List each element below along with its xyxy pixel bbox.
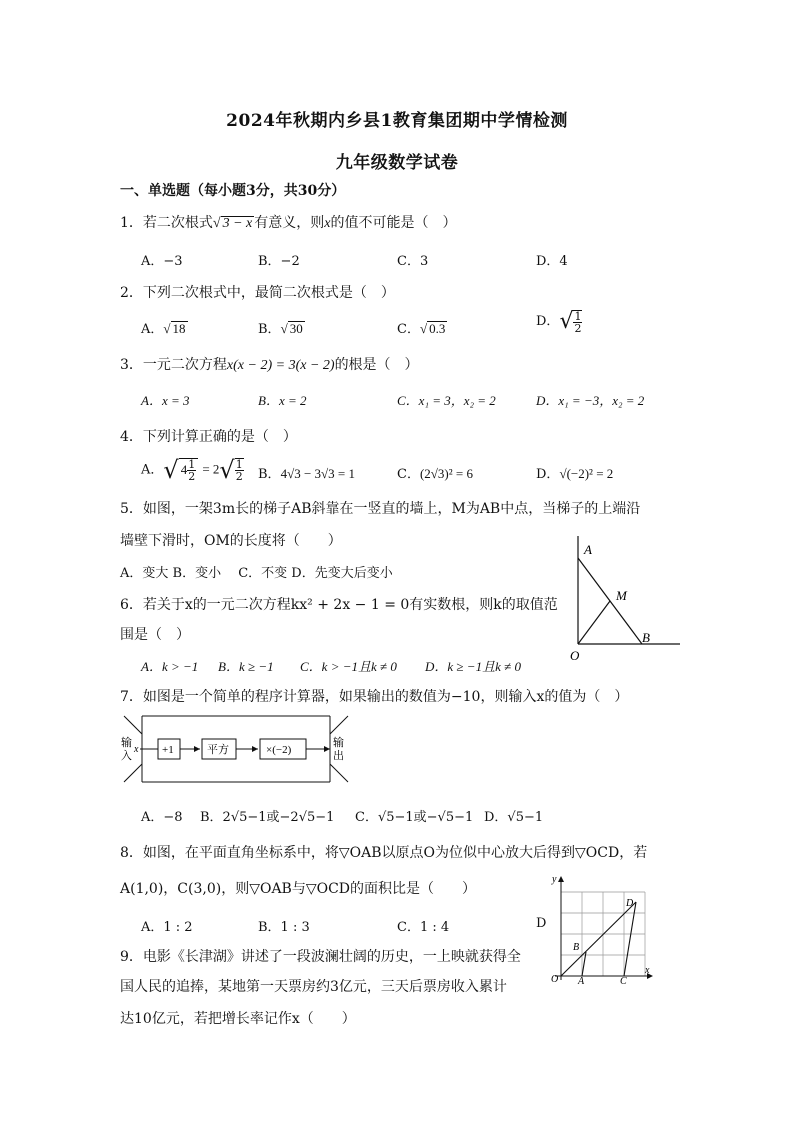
q6-option-d[interactable]: D．k ≥ −1且k ≠ 0 (425, 659, 521, 674)
point-d-label: D (626, 898, 634, 909)
question-5-line-2: 墙壁下滑时，OM的长度将（ ） (120, 533, 342, 549)
q1-option-c[interactable]: C．3 (397, 254, 429, 269)
q2-option-b[interactable]: B．√ 30 (258, 321, 303, 337)
point-b-label: B (573, 942, 580, 953)
q6-option-a[interactable]: A．k > −1 (141, 659, 199, 674)
q1-option-d[interactable]: D．4 (536, 254, 568, 269)
input-x: x (134, 744, 139, 755)
question-9-line-2: 国人民的追捧，某地第一天票房约3亿元，三天后票房收入累计 (120, 979, 507, 995)
question-9-line-3: 达10亿元，若把增长率记作x（ ） (120, 1011, 356, 1027)
q8-option-b[interactable]: B．1 : 3 (258, 920, 310, 935)
question-8-line-1: 8．如图，在平面直角坐标系中，将▽OAB以原点O为位似中心放大后得到▽OCD，若 (120, 845, 648, 861)
q3-option-b[interactable]: B．x = 2 (258, 393, 307, 408)
q8-option-c[interactable]: C．1 : 4 (397, 920, 450, 935)
label-o: O (570, 648, 580, 663)
q3-option-c[interactable]: C．x₁ = 3，x₂ = 2 (397, 393, 496, 408)
question-5-line-1: 5．如图，一架3m长的梯子AB斜靠在一竖直的墙上，M为AB中点，当梯子的上端沿 (120, 501, 641, 517)
q8-option-a[interactable]: A．1 : 2 (141, 920, 193, 935)
origin-label: O (551, 974, 559, 984)
question-6-line-1: 6．若关于x的一元二次方程kx² + 2x − 1 = 0有实数根，则k的取值范 (120, 597, 558, 613)
question-3: 3．一元二次方程x(x − 2) = 3(x − 2)的根是（ ） (120, 357, 419, 373)
question-8-line-2: A(1,0)，C(3,0)，则▽OAB与▽OCD的面积比是（ ） (120, 881, 477, 897)
label-a: A (584, 542, 592, 557)
q4-option-b[interactable]: B．4√3 − 3√3 = 1 (258, 466, 355, 482)
section-heading: 一、单选题（每小题3分，共30分） (120, 183, 346, 199)
q4-option-c[interactable]: C．(2√3)² = 6 (397, 466, 473, 482)
question-4: 4．下列计算正确的是（ ） (120, 429, 297, 445)
q2-option-c[interactable]: C．√ 0.3 (397, 321, 446, 337)
axis-x-label: x (645, 965, 650, 976)
q7-option-d[interactable]: D．√5−1 (484, 810, 544, 825)
question-6-line-2: 围是（ ） (120, 627, 190, 643)
segment-ab (582, 952, 586, 976)
question-1: 1．若二次根式√ 3 − x 有意义，则x的值不可能是（ ） (120, 215, 457, 231)
output-label-2: 出 (333, 750, 344, 762)
input-label-1: 输 (121, 737, 132, 749)
q3-option-d[interactable]: D．x₁ = −3，x₂ = 2 (536, 393, 645, 408)
input-label-2: 入 (121, 750, 132, 762)
program-calculator-figure (118, 712, 358, 786)
q7-option-b[interactable]: B．2√5−1或−2√5−1 (200, 810, 335, 825)
q2-option-d[interactable]: D．√ $\frac{1}{2}$ (536, 309, 582, 335)
question-2: 2．下列二次根式中，最简二次根式是（ ） (120, 285, 395, 301)
q4-option-d[interactable]: D．√(−2)² = 2 (536, 466, 614, 482)
step-times-neg2: ×(−2) (266, 744, 292, 756)
label-m: M (616, 588, 627, 603)
axis-y-label: y (552, 874, 557, 885)
q6-option-b[interactable]: B．k ≥ −1 (218, 659, 274, 674)
question-9-line-1: 9．电影《长津湖》讲述了一段波澜壮阔的历史，一上映就获得全 (120, 949, 521, 965)
q1-option-a[interactable]: A．−3 (141, 254, 183, 269)
ladder-figure (566, 530, 686, 665)
q1-option-b[interactable]: B．−2 (258, 254, 300, 269)
q4-option-a[interactable]: A．√ 4 $\frac{1}{2}$ = 2√ $\frac{1}{2}$ (141, 456, 243, 484)
q5-options[interactable]: A．变大 B．变小 C．不变 D．先变大后变小 (120, 566, 393, 581)
q7-option-c[interactable]: C．√5−1或−√5−1 (355, 810, 474, 825)
coordinate-figure (541, 872, 656, 984)
segment-om (578, 601, 610, 644)
step-plus-one: +1 (162, 744, 174, 756)
step-square: 平方 (207, 744, 229, 756)
point-c-label: C (620, 976, 627, 984)
question-7: 7．如图是一个简单的程序计算器，如果输出的数值为−10，则输入x的值为（ ） (120, 689, 629, 705)
page-title: 2024年秋期内乡县1教育集团期中学情检测 (226, 111, 568, 131)
point-a-label: A (578, 976, 585, 984)
page-subtitle: 九年级数学试卷 (335, 153, 459, 173)
q1-radicand: 3 − x (222, 216, 253, 231)
q7-option-a[interactable]: A．−8 (141, 810, 183, 825)
q2-option-a[interactable]: A．√ 18 (141, 321, 186, 337)
label-b: B (642, 630, 650, 645)
output-label-1: 输 (333, 737, 344, 749)
q3-option-a[interactable]: A．x = 3 (141, 393, 190, 408)
q8-option-d[interactable]: D (536, 916, 547, 931)
q6-option-c[interactable]: C．k > −1且k ≠ 0 (300, 659, 397, 674)
